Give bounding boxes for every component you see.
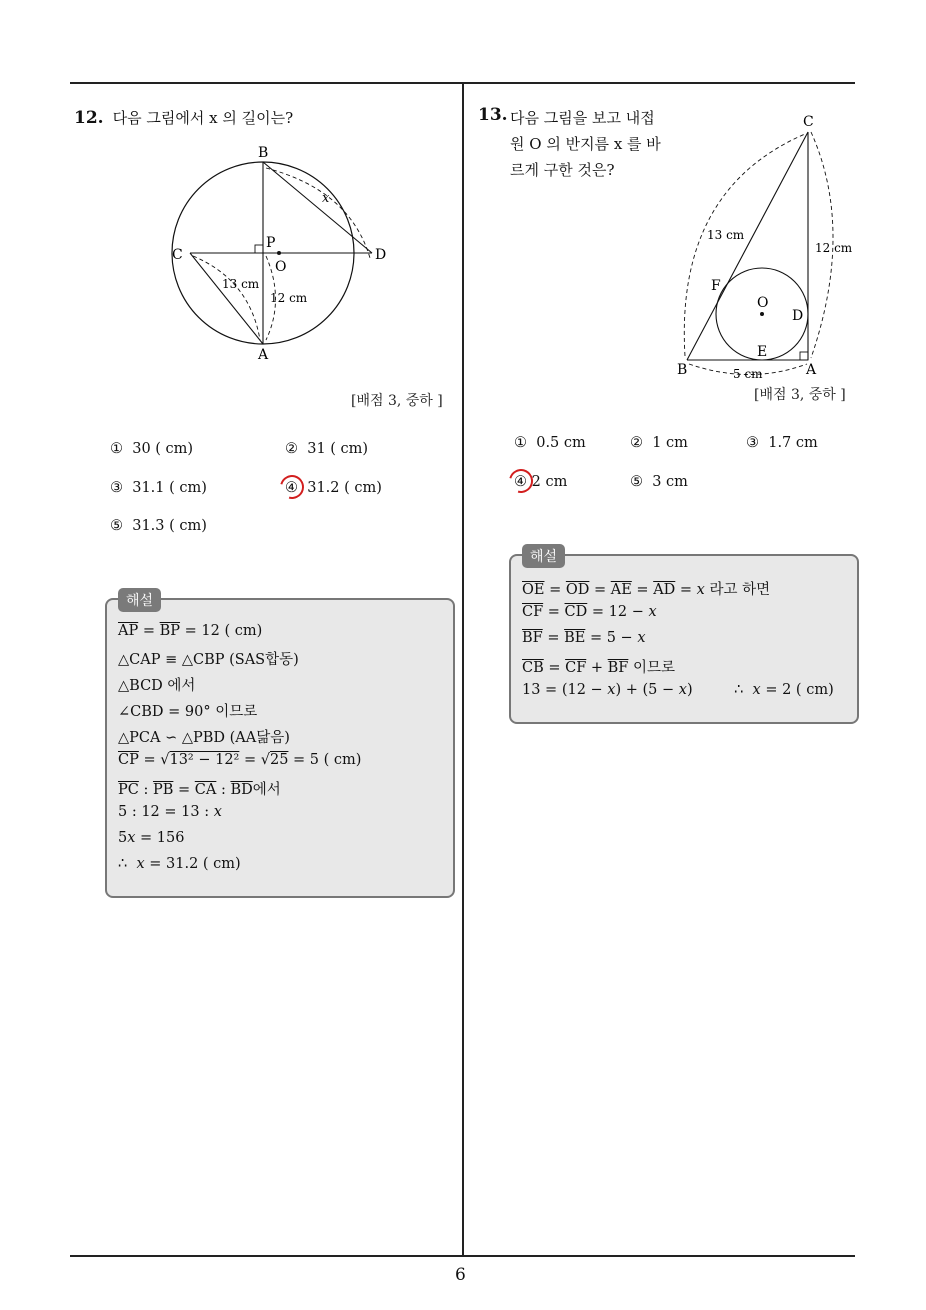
- q12-solution-tag: 해설: [118, 588, 161, 612]
- label-O: O: [757, 295, 769, 311]
- label-C: C: [172, 247, 183, 263]
- q13-choice-4[interactable]: ④ 2 cm: [514, 474, 568, 490]
- label-O: O: [275, 259, 287, 275]
- label-C: C: [803, 114, 814, 130]
- question-number: 12.: [74, 108, 104, 128]
- q12-sol-line-3: △BCD 에서: [118, 678, 196, 694]
- page-number: 6: [455, 1265, 466, 1285]
- q12-sol-line-8: 5 : 12 = 13 : x: [118, 804, 222, 820]
- q13-figure: [665, 110, 865, 385]
- q12-choice-3[interactable]: ③ 31.1 ( cm): [110, 480, 207, 496]
- label-A: A: [258, 347, 269, 363]
- label-x: x: [322, 191, 330, 206]
- q12-sol-line-4: ∠CBD = 90° 이므로: [118, 704, 258, 720]
- q13-sol-line-4: $\overline{CB} = \overline{CF} + \overline{BF}$ 이므로: [522, 660, 676, 676]
- q12-choice-1[interactable]: ① 30 ( cm): [110, 441, 194, 457]
- question-12: [74, 105, 293, 131]
- q12-score: [배점 3, 중하 ]: [351, 393, 443, 409]
- q13-choice-3[interactable]: ③ 1.7 cm: [746, 435, 818, 451]
- q12-choice-2[interactable]: ② 31 ( cm): [285, 441, 369, 457]
- label-F: F: [711, 278, 721, 294]
- label-12cm: 12 cm: [815, 241, 853, 255]
- q12-sol-line-9: 5x = 156: [118, 830, 185, 846]
- question-13-text: 다음 그림을 보고 내접 원 O 의 반지름 x 를 바 르게 구한 것은?: [510, 109, 661, 179]
- q13-choice-2[interactable]: ② 1 cm: [630, 435, 688, 451]
- q12-choice-4[interactable]: ④ 31.2 ( cm): [285, 480, 382, 496]
- q12-solution-box: [105, 598, 455, 898]
- label-13cm: 13 cm: [222, 277, 260, 291]
- label-5cm: 5 cm: [733, 367, 763, 381]
- column-divider: [462, 84, 464, 1256]
- q12-sol-line-10: ∴ x = 31.2 ( cm): [118, 856, 241, 872]
- label-D: D: [375, 247, 387, 263]
- label-B: B: [677, 362, 688, 378]
- bottom-rule: [70, 1255, 855, 1257]
- label-P: P: [266, 235, 276, 251]
- q13-sol-line-2: $\overline{CF} = \overline{CD} = 12 - x$: [522, 604, 657, 620]
- q12-sol-line-6: $\overline{CP} = √13^2 - 12^2 = √25 = 5$ ( cm): [118, 752, 362, 768]
- q12-choice-5[interactable]: ⑤ 31.3 ( cm): [110, 518, 207, 534]
- label-D: D: [792, 308, 804, 324]
- q13-sol-line-3: $\overline{BF} = \overline{BE} = 5 - x$: [522, 630, 646, 646]
- q13-score: [배점 3, 중하 ]: [754, 387, 846, 403]
- question-13: [478, 105, 508, 125]
- q13-choice-5[interactable]: ⑤ 3 cm: [630, 474, 688, 490]
- label-12cm: 12 cm: [270, 291, 308, 305]
- q12-sol-line-5: △PCA ∽ △PBD (AA닮음): [118, 730, 290, 746]
- q12-figure: [160, 140, 400, 370]
- q13-solution-tag: 해설: [522, 544, 565, 568]
- q12-sol-line-2: △CAP ≡ △CBP (SAS합동): [118, 652, 299, 668]
- q12-sol-line-1: $\overline{AP} = \overline{BP} = 12$ ( cm): [118, 623, 263, 639]
- q13-answer-mark: [505, 465, 538, 498]
- q12-answer-mark: [276, 471, 309, 504]
- label-E: E: [757, 344, 768, 360]
- q13-sol-line-5: 13 = (12 − x) + (5 − x) ∴ x = 2 ( cm): [522, 682, 834, 698]
- label-B: B: [258, 145, 269, 161]
- q13-sol-line-1: $\overline{OE} = \overline{OD} = \overline{AE} = \overline{AD} = x$ 라고 하면: [522, 582, 771, 598]
- label-13cm: 13 cm: [707, 228, 745, 242]
- question-number: 13.: [478, 105, 508, 125]
- label-A: A: [806, 362, 817, 378]
- q12-sol-line-7: $\overline{PC}$ : $\overline{PB} = \overline{CA}$ : $\overline{BD}$에서: [118, 782, 281, 798]
- q13-choice-1[interactable]: ① 0.5 cm: [514, 435, 586, 451]
- question-text: 다음 그림에서 x 의 길이는?: [112, 109, 294, 127]
